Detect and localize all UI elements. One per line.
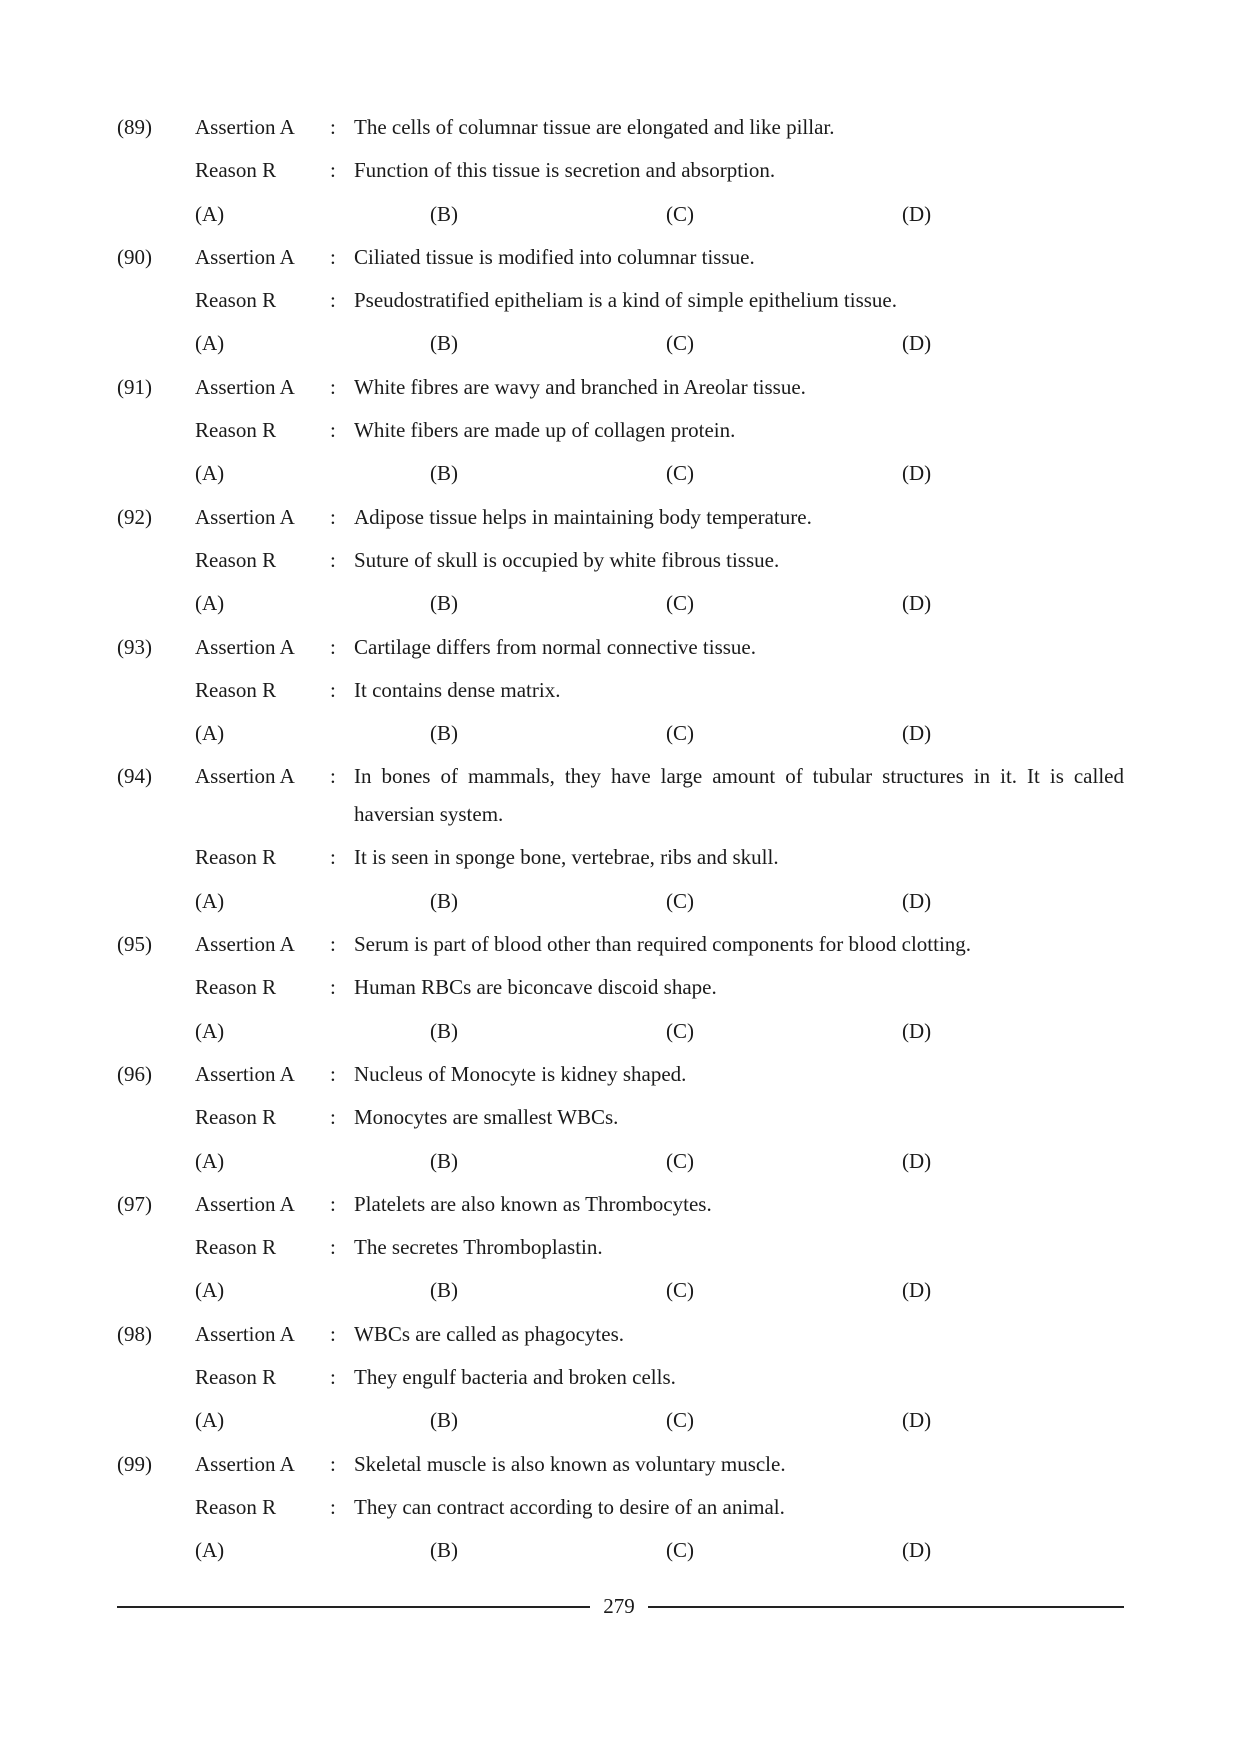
reason-separator: : [330, 1105, 336, 1130]
reason-text: The secretes Thromboplastin. [354, 1235, 603, 1260]
assertion-text: Cartilage differs from normal connective tissue. [354, 634, 756, 659]
option-a[interactable]: (A) [195, 591, 225, 616]
options-row [0, 452, 1240, 495]
options-row [0, 1010, 1240, 1053]
assertion-label: Assertion A [195, 764, 295, 789]
reason-separator: : [330, 1365, 336, 1390]
reason-label: Reason R [195, 1235, 277, 1260]
assertion-text: Serum is part of blood other than required components for blood clotting. [354, 932, 972, 957]
reason-text: White fibers are made up of collagen protein. [354, 418, 736, 443]
option-b[interactable]: (B) [430, 1408, 458, 1433]
assertion-row [0, 1183, 1240, 1226]
reason-label: Reason R [195, 547, 277, 572]
option-c[interactable]: (C) [666, 1278, 694, 1303]
question-block [0, 626, 1240, 756]
option-c[interactable]: (C) [666, 1408, 694, 1433]
option-a[interactable]: (A) [195, 1148, 225, 1173]
reason-row [0, 966, 1240, 1009]
assertion-separator: : [330, 1061, 336, 1086]
assertion-row [0, 923, 1240, 966]
assertion-row [0, 1313, 1240, 1356]
reason-row [0, 836, 1240, 879]
options-row [0, 1399, 1240, 1442]
reason-text: Pseudostratified epitheliam is a kind of simple epithelium tissue. [354, 288, 897, 313]
option-b[interactable]: (B) [430, 1538, 458, 1563]
assertion-label: Assertion A [195, 1191, 295, 1216]
options-row [0, 1140, 1240, 1183]
reason-row [0, 1486, 1240, 1529]
options-row [0, 322, 1240, 365]
option-d[interactable]: (D) [902, 461, 932, 486]
assertion-text: Skeletal muscle is also known as voluntary muscle. [354, 1451, 786, 1476]
page-footer [117, 1588, 1124, 1624]
reason-text: It is seen in sponge bone, vertebrae, ribs and skull. [354, 845, 779, 870]
option-b[interactable]: (B) [430, 201, 458, 226]
assertion-label: Assertion A [195, 374, 295, 399]
reason-label: Reason R [195, 288, 277, 313]
question-number: (97) [117, 1191, 152, 1216]
option-c[interactable]: (C) [666, 888, 694, 913]
option-b[interactable]: (B) [430, 721, 458, 746]
options-row [0, 1529, 1240, 1572]
assertion-text: Platelets are also known as Thrombocytes. [354, 1191, 712, 1216]
reason-separator: : [330, 547, 336, 572]
option-b[interactable]: (B) [430, 331, 458, 356]
question-block [0, 1183, 1240, 1313]
assertion-label: Assertion A [195, 244, 295, 269]
assertion-text: Ciliated tissue is modified into columnar tissue. [354, 244, 755, 269]
option-a[interactable]: (A) [195, 461, 225, 486]
option-d[interactable]: (D) [902, 201, 932, 226]
option-a[interactable]: (A) [195, 721, 225, 746]
assertion-label: Assertion A [195, 1321, 295, 1346]
assertion-separator: : [330, 504, 336, 529]
option-d[interactable]: (D) [902, 721, 932, 746]
assertion-separator: : [330, 932, 336, 957]
question-number: (94) [117, 764, 152, 789]
options-row [0, 1269, 1240, 1312]
reason-label: Reason R [195, 158, 277, 183]
question-block [0, 1053, 1240, 1183]
options-row [0, 712, 1240, 755]
assertion-separator: : [330, 1321, 336, 1346]
option-b[interactable]: (B) [430, 1278, 458, 1303]
reason-row [0, 149, 1240, 192]
option-d[interactable]: (D) [902, 888, 932, 913]
question-number: (99) [117, 1451, 152, 1476]
option-c[interactable]: (C) [666, 591, 694, 616]
option-b[interactable]: (B) [430, 1018, 458, 1043]
reason-label: Reason R [195, 1365, 277, 1390]
question-number: (95) [117, 932, 152, 957]
option-d[interactable]: (D) [902, 1148, 932, 1173]
option-d[interactable]: (D) [902, 591, 932, 616]
option-c[interactable]: (C) [666, 1018, 694, 1043]
option-a[interactable]: (A) [195, 201, 225, 226]
assertion-row [0, 236, 1240, 279]
question-block [0, 496, 1240, 626]
assertion-row [0, 366, 1240, 409]
assertion-separator: : [330, 634, 336, 659]
option-d[interactable]: (D) [902, 1278, 932, 1303]
reason-text: Suture of skull is occupied by white fibrous tissue. [354, 547, 780, 572]
assertion-label: Assertion A [195, 634, 295, 659]
reason-text: Function of this tissue is secretion and absorption. [354, 158, 776, 183]
assertion-text: Nucleus of Monocyte is kidney shaped. [354, 1061, 687, 1086]
question-list [0, 106, 1240, 1573]
question-number: (93) [117, 634, 152, 659]
assertion-row [0, 1443, 1240, 1486]
assertion-separator: : [330, 1451, 336, 1476]
option-a[interactable]: (A) [195, 1538, 225, 1563]
question-block [0, 1313, 1240, 1443]
option-b[interactable]: (B) [430, 888, 458, 913]
assertion-text: The cells of columnar tissue are elongated and like pillar. [354, 115, 835, 139]
reason-text: They engulf bacteria and broken cells. [354, 1365, 676, 1390]
assertion-separator: : [330, 1191, 336, 1216]
assertion-separator: : [330, 764, 336, 789]
options-row [0, 193, 1240, 236]
assertion-text: White fibres are wavy and branched in Areolar tissue. [354, 374, 806, 399]
option-c[interactable]: (C) [666, 201, 694, 226]
option-c[interactable]: (C) [666, 721, 694, 746]
question-block [0, 755, 1240, 923]
option-d[interactable]: (D) [902, 1538, 932, 1563]
reason-label: Reason R [195, 845, 277, 870]
assertion-row [0, 755, 1240, 836]
reason-row [0, 1226, 1240, 1269]
question-block [0, 106, 1240, 236]
assertion-separator: : [330, 244, 336, 269]
reason-label: Reason R [195, 975, 277, 1000]
option-c[interactable]: (C) [666, 1148, 694, 1173]
option-c[interactable]: (C) [666, 461, 694, 486]
assertion-row [0, 106, 1240, 149]
reason-label: Reason R [195, 677, 277, 702]
footer-rule-left [117, 1606, 590, 1608]
reason-row [0, 409, 1240, 452]
reason-label: Reason R [195, 1105, 277, 1130]
reason-separator: : [330, 418, 336, 443]
reason-separator: : [330, 845, 336, 870]
assertion-label: Assertion A [195, 932, 295, 957]
option-d[interactable]: (D) [902, 1408, 932, 1433]
reason-separator: : [330, 158, 336, 183]
option-d[interactable]: (D) [902, 331, 932, 356]
assertion-label: Assertion A [195, 1451, 295, 1476]
reason-text: Human RBCs are biconcave discoid shape. [354, 975, 717, 1000]
assertion-text: Adipose tissue helps in maintaining body temperature. [354, 504, 812, 529]
reason-row [0, 539, 1240, 582]
option-b[interactable]: (B) [430, 591, 458, 616]
reason-row [0, 279, 1240, 322]
assertion-separator: : [330, 374, 336, 399]
question-number: (96) [117, 1061, 152, 1086]
assertion-row [0, 1053, 1240, 1096]
reason-row [0, 669, 1240, 712]
options-row [0, 880, 1240, 923]
reason-text: It contains dense matrix. [354, 677, 561, 702]
assertion-text: In bones of mammals, they have large amount of tubular structures in it. It is called haversian system. [354, 764, 1124, 827]
assertion-row [0, 626, 1240, 669]
question-number: (91) [117, 374, 152, 399]
reason-separator: : [330, 975, 336, 1000]
reason-label: Reason R [195, 418, 277, 443]
question-number: (92) [117, 504, 152, 529]
assertion-separator: : [330, 115, 336, 139]
option-b[interactable]: (B) [430, 461, 458, 486]
assertion-row [0, 496, 1240, 539]
option-c[interactable]: (C) [666, 331, 694, 356]
reason-separator: : [330, 1235, 336, 1260]
assertion-label: Assertion A [195, 504, 295, 529]
reason-separator: : [330, 288, 336, 313]
question-block [0, 236, 1240, 366]
option-a[interactable]: (A) [195, 331, 225, 356]
option-a[interactable]: (A) [195, 1278, 225, 1303]
assertion-label: Assertion A [195, 1061, 295, 1086]
reason-separator: : [330, 1494, 336, 1519]
reason-row [0, 1356, 1240, 1399]
reason-row [0, 1096, 1240, 1139]
question-number: (89) [117, 115, 152, 139]
assertion-label: Assertion A [195, 115, 295, 139]
footer-rule-right [648, 1606, 1124, 1608]
reason-text: Monocytes are smallest WBCs. [354, 1105, 619, 1130]
reason-label: Reason R [195, 1494, 277, 1519]
options-row [0, 582, 1240, 625]
reason-separator: : [330, 677, 336, 702]
question-number: (90) [117, 244, 152, 269]
question-block [0, 923, 1240, 1053]
option-b[interactable]: (B) [430, 1148, 458, 1173]
reason-text: They can contract according to desire of an animal. [354, 1494, 785, 1519]
question-number: (98) [117, 1321, 152, 1346]
question-block [0, 1443, 1240, 1573]
option-c[interactable]: (C) [666, 1538, 694, 1563]
question-block [0, 366, 1240, 496]
option-a[interactable]: (A) [195, 1408, 225, 1433]
option-d[interactable]: (D) [902, 1018, 932, 1043]
option-a[interactable]: (A) [195, 888, 225, 913]
page-number: 279 [603, 1594, 635, 1618]
option-a[interactable]: (A) [195, 1018, 225, 1043]
assertion-text: WBCs are called as phagocytes. [354, 1321, 624, 1346]
